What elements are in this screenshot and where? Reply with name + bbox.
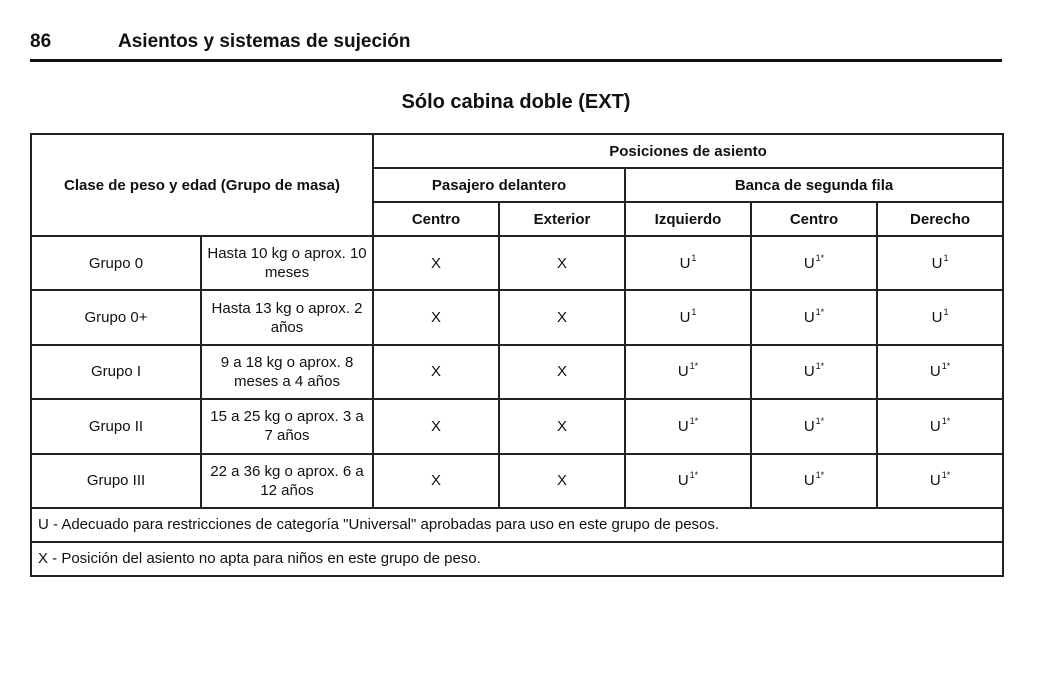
rear-left-cell: $U^1$ — [625, 236, 751, 290]
seating-positions-header: Posiciones de asiento — [373, 134, 1003, 168]
rear-center-cell: $U^{1*}$ — [751, 454, 877, 508]
legend-note-not-suitable — [31, 542, 1003, 576]
seating-positions-table — [30, 133, 1004, 577]
rear-right-cell: $U^{1*}$ — [877, 399, 1003, 453]
column-header-front-center: Centro — [373, 202, 499, 236]
page-number: 86 — [30, 31, 52, 52]
group-cell: Grupo I — [31, 345, 201, 399]
group-cell: Grupo 0 — [31, 236, 201, 290]
front-exterior-cell: X — [499, 399, 625, 453]
group-cell: Grupo III — [31, 454, 201, 508]
front-center-cell: X — [373, 236, 499, 290]
table-row — [31, 236, 1003, 290]
rear-left-cell: $U^1$ — [625, 290, 751, 344]
weight-age-cell: 9 a 18 kg o aprox. 8 meses a 4 años — [201, 345, 373, 399]
weight-age-cell: 15 a 25 kg o aprox. 3 a 7 años — [201, 399, 373, 453]
front-exterior-cell: X — [499, 236, 625, 290]
front-exterior-cell: X — [499, 454, 625, 508]
rear-center-cell: $U^{1*}$ — [751, 399, 877, 453]
table-row — [31, 399, 1003, 453]
column-header-rear-left: Izquierdo — [625, 202, 751, 236]
front-center-cell: X — [373, 345, 499, 399]
table-title: Sólo cabina doble (EXT) — [401, 91, 631, 113]
rear-left-cell: $U^{1*}$ — [625, 345, 751, 399]
rear-center-cell: $U^{1*}$ — [751, 290, 877, 344]
rear-center-cell: $U^{1*}$ — [751, 345, 877, 399]
front-center-cell: X — [373, 290, 499, 344]
group-cell: Grupo 0+ — [31, 290, 201, 344]
front-center-cell: X — [373, 399, 499, 453]
rear-right-cell: $U^{1*}$ — [877, 454, 1003, 508]
second-row-header: Banca de segunda fila — [625, 168, 1003, 202]
front-center-cell: X — [373, 454, 499, 508]
front-passenger-header: Pasajero delantero — [373, 168, 625, 202]
table-row — [31, 454, 1003, 508]
legend-note-text: U - Adecuado para restricciones de categoría "Universal" aprobadas para uso en este grupo de pesos. — [31, 508, 1003, 542]
legend-note-universal — [31, 508, 1003, 542]
rear-left-cell: $U^{1*}$ — [625, 454, 751, 508]
rear-right-cell: $U^{1*}$ — [877, 345, 1003, 399]
rear-right-cell: $U^1$ — [877, 236, 1003, 290]
page-header — [30, 30, 1002, 62]
rear-right-cell: $U^1$ — [877, 290, 1003, 344]
weight-class-header: Clase de peso y edad (Grupo de masa) — [31, 134, 373, 236]
column-header-rear-right: Derecho — [877, 202, 1003, 236]
column-header-front-exterior: Exterior — [499, 202, 625, 236]
rear-left-cell: $U^{1*}$ — [625, 399, 751, 453]
section-title: Asientos y sistemas de sujeción — [118, 31, 411, 52]
front-exterior-cell: X — [499, 345, 625, 399]
weight-age-cell: Hasta 13 kg o aprox. 2 años — [201, 290, 373, 344]
weight-age-cell: 22 a 36 kg o aprox. 6 a 12 años — [201, 454, 373, 508]
table-row — [31, 345, 1003, 399]
weight-age-cell: Hasta 10 kg o aprox. 10 meses — [201, 236, 373, 290]
legend-note-text: X - Posición del asiento no apta para niños en este grupo de peso. — [31, 542, 1003, 576]
group-cell: Grupo II — [31, 399, 201, 453]
rear-center-cell: $U^{1*}$ — [751, 236, 877, 290]
column-header-rear-center: Centro — [751, 202, 877, 236]
front-exterior-cell: X — [499, 290, 625, 344]
table-row — [31, 290, 1003, 344]
